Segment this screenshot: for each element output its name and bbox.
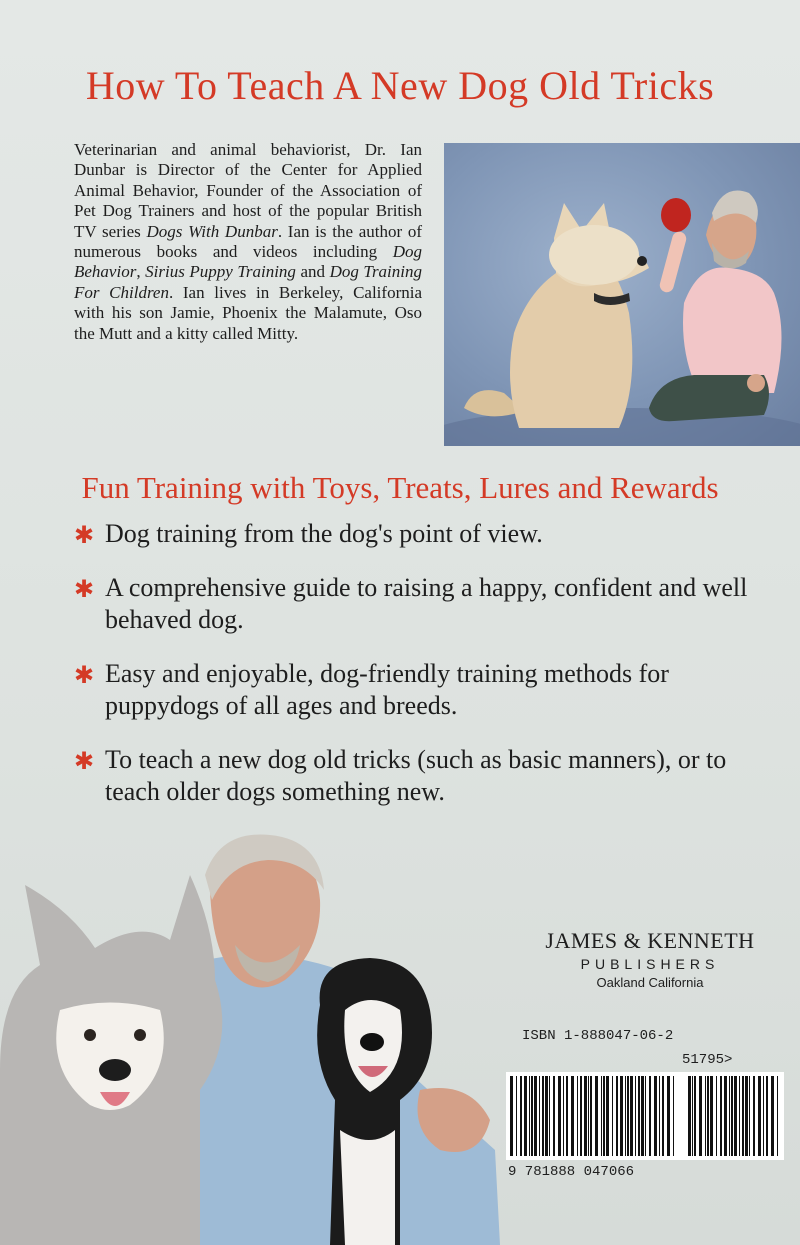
feature-item [72, 572, 782, 636]
feature-text: Easy and enjoyable, dog-friendly training methods for puppydogs of all ages and breeds. [105, 659, 669, 720]
barcode-bar [745, 1076, 748, 1156]
barcode-bar [606, 1076, 609, 1156]
barcode-bar [694, 1076, 696, 1156]
barcode-bar [649, 1076, 651, 1156]
barcode-bar [520, 1076, 522, 1156]
barcode-bar [571, 1076, 574, 1156]
barcode-bar [662, 1076, 664, 1156]
barcode-bar [531, 1076, 533, 1156]
barcode-bar [758, 1076, 761, 1156]
price-code: 51795> [682, 1052, 733, 1068]
barcode-bar [566, 1076, 568, 1156]
barcode-bar [620, 1076, 623, 1156]
barcode-bar [553, 1076, 555, 1156]
bio-sep-2: and [295, 262, 330, 282]
feature-item [72, 744, 782, 808]
feature-text: To teach a new dog old tricks (such as basic manners), or to teach older dogs something new. [105, 745, 727, 806]
author-with-dogs-illustration [0, 830, 500, 1245]
barcode-bar [625, 1076, 626, 1156]
barcode-bar [603, 1076, 605, 1156]
barcode-bar [771, 1076, 774, 1156]
barcode-bar [549, 1076, 550, 1156]
barcode-bar [720, 1076, 722, 1156]
barcode-bar [563, 1076, 564, 1156]
author-bio [74, 140, 422, 344]
barcode-bar [630, 1076, 633, 1156]
barcode-bar [707, 1076, 709, 1156]
asterisk-bullet-icon: ✱ [74, 663, 95, 689]
bio-show-title: Dogs With Dunbar [146, 221, 278, 241]
barcode-bar [595, 1076, 598, 1156]
barcode-bar [692, 1076, 693, 1156]
barcode-bar [705, 1076, 706, 1156]
barcode-bar [590, 1076, 592, 1156]
barcode-bar [539, 1076, 540, 1156]
isbn-number: ISBN 1-888047-06-2 [522, 1028, 674, 1044]
barcode-bar [542, 1076, 544, 1156]
barcode-number: 9 781888 047066 [508, 1164, 635, 1180]
barcode-bar [766, 1076, 768, 1156]
feature-heading: Fun Training with Toys, Treats, Lures and Rewards [81, 470, 719, 505]
barcode-bar [641, 1076, 644, 1156]
barcode-bar [645, 1076, 646, 1156]
barcode-bar [545, 1076, 548, 1156]
barcode-bar [516, 1076, 517, 1156]
feature-list [72, 518, 782, 830]
barcode-bar [577, 1076, 578, 1156]
feature-item [72, 658, 782, 722]
barcode-bar [529, 1076, 530, 1156]
author-with-malamute-illustration [444, 143, 800, 446]
publisher-location: Oakland California [596, 975, 704, 990]
barcode-bar [667, 1076, 670, 1156]
author-with-dogs-photo [0, 830, 500, 1245]
feature-item [72, 518, 782, 550]
bio-text-2: . Ian is the author of numerous books and videos including [74, 221, 422, 262]
barcode-area [498, 1018, 800, 1188]
barcode-bar [510, 1076, 513, 1156]
barcode-bar [601, 1076, 602, 1156]
barcode-bar [710, 1076, 713, 1156]
publisher-subtitle: PUBLISHERS [580, 956, 720, 972]
author-with-malamute-photo [444, 143, 800, 446]
barcode-bar [627, 1076, 629, 1156]
barcode-bar [534, 1076, 537, 1156]
barcode-bar [716, 1076, 717, 1156]
barcode-bar [659, 1076, 660, 1156]
barcode-bar [777, 1076, 778, 1156]
addon-barcode [684, 1072, 784, 1160]
barcode-bar [739, 1076, 740, 1156]
bio-book-1: Dog Behavior [74, 242, 422, 282]
barcode-bar [588, 1076, 589, 1156]
barcode-bar [731, 1076, 733, 1156]
barcode-bar [753, 1076, 755, 1156]
barcode-bar [742, 1076, 744, 1156]
feature-text: Dog training from the dog's point of view. [105, 519, 543, 548]
barcode-bar [729, 1076, 730, 1156]
barcode-bar [763, 1076, 764, 1156]
barcode-bar [638, 1076, 640, 1156]
asterisk-bullet-icon: ✱ [74, 749, 95, 775]
barcode-bar [654, 1076, 657, 1156]
barcode-bar [699, 1076, 702, 1156]
asterisk-bullet-icon: ✱ [74, 523, 95, 549]
barcode-bar [584, 1076, 587, 1156]
barcode-bar [635, 1076, 636, 1156]
addon-barcode-bars [684, 1072, 784, 1160]
publisher-name: JAMES & KENNETH [545, 928, 755, 953]
barcode-bar [749, 1076, 750, 1156]
ean-barcode-bars [506, 1072, 682, 1160]
barcode-bar [688, 1076, 691, 1156]
asterisk-bullet-icon: ✱ [74, 577, 95, 603]
barcode-bar [580, 1076, 582, 1156]
publisher-logo [540, 928, 760, 990]
barcode-bar [734, 1076, 737, 1156]
cover-title: How To Teach A New Dog Old Tricks [85, 63, 715, 108]
bio-book-3: Dog Training For Children [74, 262, 423, 302]
barcode-bar [724, 1076, 727, 1156]
bio-sep-1: , [136, 262, 146, 282]
barcode-bar [524, 1076, 527, 1156]
barcode-bar [616, 1076, 618, 1156]
bio-text-3: . Ian lives in Berkeley, California with his son Jamie, Phoenix the Malamute, Oso the Mutt and a kitty called Mitty. [74, 282, 422, 343]
bio-book-2: Sirius Puppy Training [145, 262, 296, 282]
barcode-bar [612, 1076, 613, 1156]
barcode-bar [673, 1076, 674, 1156]
bio-text-1: Veterinarian and animal behaviorist, Dr. Ian Dunbar is Director of the Center for Applied Animal Behavior, Founder of the Association of Pet Dog Trainers and host of the popular British TV series [74, 140, 422, 241]
ean-barcode [506, 1072, 702, 1160]
barcode-bar [558, 1076, 561, 1156]
feature-text: A comprehensive guide to raising a happy, confident and well behaved dog. [105, 573, 748, 634]
